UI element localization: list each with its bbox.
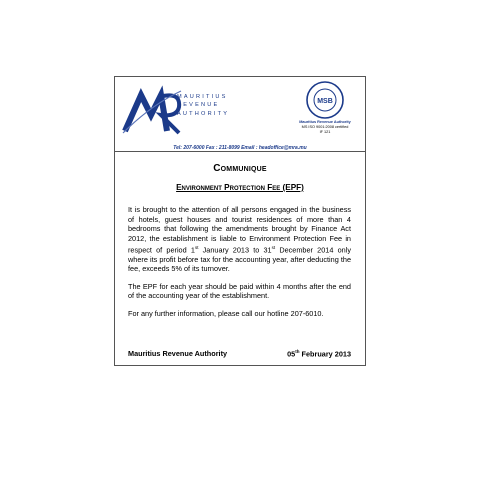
header-divider [115,151,365,152]
notice-body [128,205,351,326]
svg-text:MSB: MSB [317,98,333,105]
msb-certification-seal-icon [305,80,345,120]
communique-frame [114,76,366,366]
signature-line [128,349,351,358]
msb-caption: Mauritius Revenue Authority MS ISO 9001:2008 certified IF 121 [299,120,351,134]
notice-title: Communique [213,163,267,174]
paragraph-epf-liability: It is brought to the attention of all persons engaged in the business of hotels, guest houses and tourist residences of more than 4 bedrooms that following the amendments brought by Finance Act 2012, the establishment is liable to Environment Protection Fee in respect of period 1st January 2013 to 31st December 2014 only where its profit before tax for the accounting year, after deducting the fee, exceeds 5% of its turnover. [128,205,351,274]
notice-subtitle: Environment Protection Fee (EPF) [176,183,304,192]
contact-line: Tel: 207-6000 Fax : 211-8099 Email : headoffice@mra.mu [173,145,307,151]
paragraph-hotline: For any further information, please call our hotline 207-6010. [128,308,324,318]
paragraph-payment-deadline: The EPF for each year should be paid within 4 months after the end of the accounting year of the establishment. [128,281,351,301]
signature-date: 05th February 2013 [287,349,351,359]
mra-org-name: MAURITIUS REVENUE AUTHORITY [177,94,230,117]
signature-org: Mauritius Revenue Authority [128,349,228,358]
